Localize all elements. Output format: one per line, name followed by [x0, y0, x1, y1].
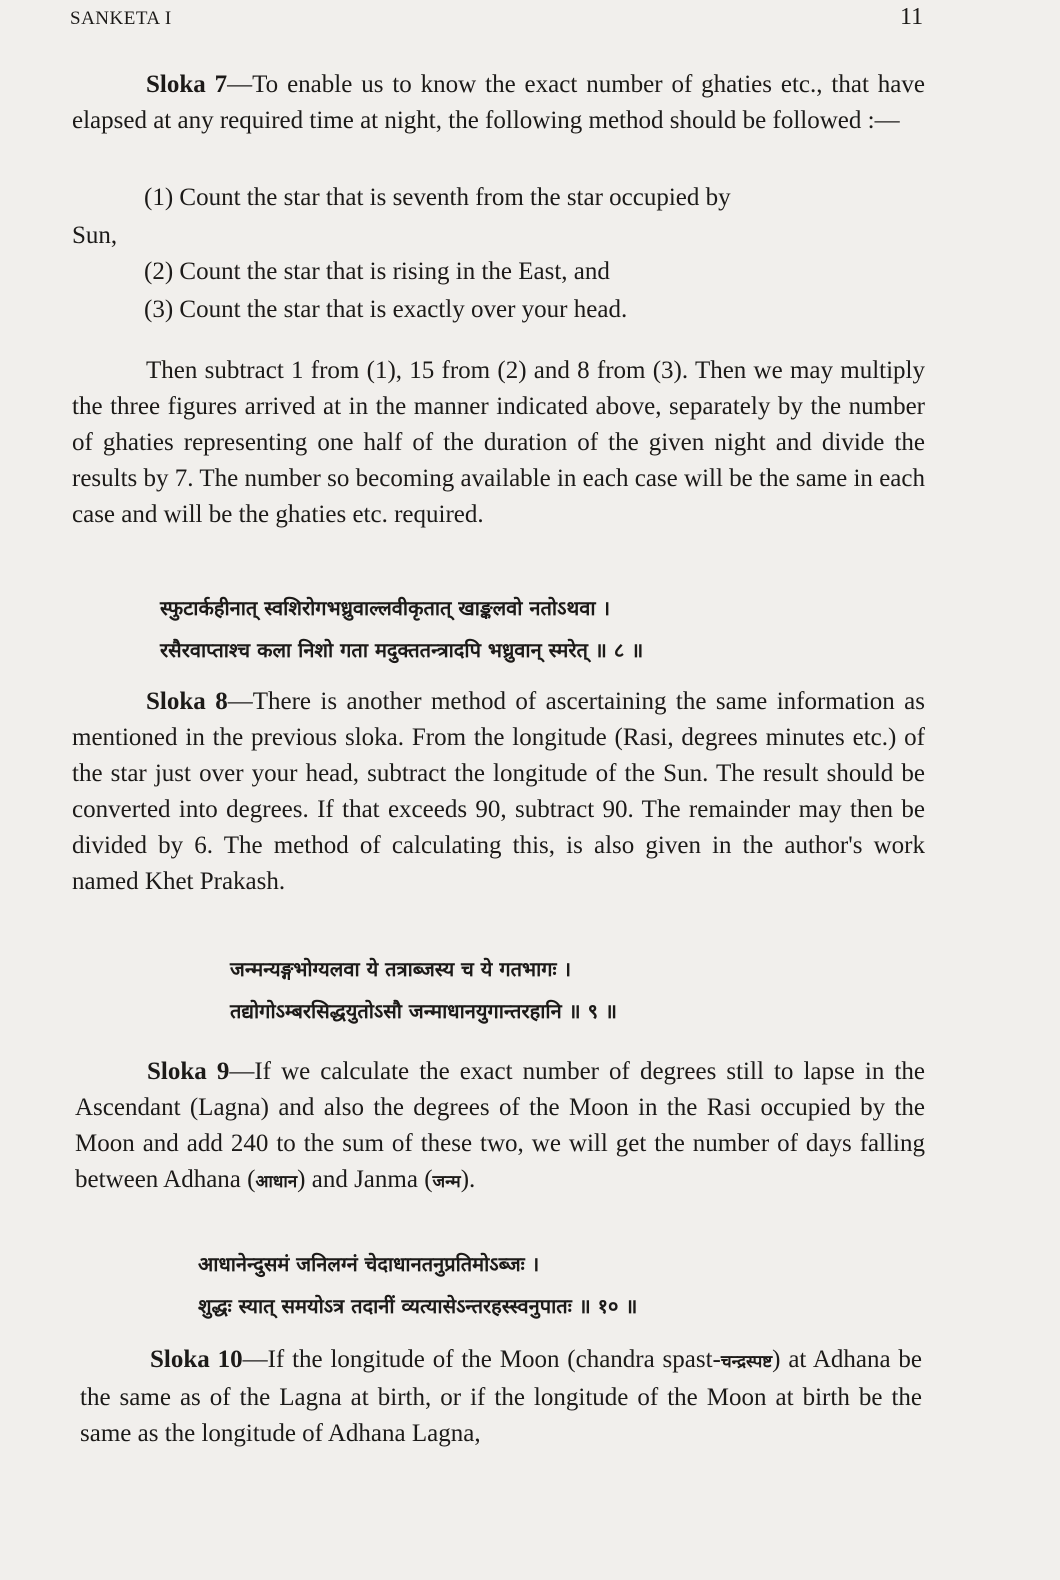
- sloka-9-verse-line-1: जन्मन्यङ्गभोग्यलवा ये तत्राब्जस्य च ये गतभागः ।: [230, 957, 572, 981]
- sloka-9-heading: Sloka 9: [147, 1058, 230, 1085]
- list-item-2: (2) Count the star that is rising in the East, and: [144, 258, 610, 285]
- list-item-1: (1) Count the star that is seventh from the star occupied by: [144, 184, 731, 211]
- sloka-9-devanagari-adhana: आधान: [255, 1172, 298, 1192]
- sloka-7-paragraph: [72, 67, 925, 139]
- sloka-10-verse-line-1: आधानेन्दुसमं जनिलग्नं चेदाधानतनुप्रतिमोऽब्जः ।: [198, 1252, 540, 1276]
- sloka-8-text: —There is another method of ascertaining the same information as mentioned in the previous sloka. From the longitude (Rasi, degrees minutes etc.) of the star just over your head, subtract the longitude of the Sun. The result should be converted into degrees. If that exceeds 90, subtract 90. The remainder may then be divided by 6. The method of calculating this, is also given in the author's work named Khet Prakash.: [72, 688, 925, 895]
- list-item-1-continued: Sun,: [72, 222, 118, 249]
- running-title: SANKETA I: [70, 8, 172, 29]
- sloka-9-text-c: ).: [460, 1166, 476, 1193]
- sloka-7-heading: Sloka 7: [146, 71, 228, 98]
- sloka-9-paragraph: [75, 1054, 925, 1200]
- sloka-10-heading: Sloka 10: [150, 1346, 243, 1373]
- sloka-8-heading: Sloka 8: [146, 688, 228, 715]
- sloka-9-devanagari-janma: जन्म: [432, 1172, 461, 1192]
- sloka-9-verse-line-2: तद्योगोऽम्बरसिद्धयुतोऽसौ जन्माधानयुगान्तरहानि ॥ ९ ॥: [230, 999, 617, 1023]
- sloka-10-text-a: —If the longitude of the Moon (chandra spast-: [242, 1346, 721, 1373]
- sloka-9-text-b: ) and Janma (: [297, 1166, 433, 1193]
- sloka-7-explanation: Then subtract 1 from (1), 15 from (2) and 8 from (3). Then we may multiply the three figures arrived at in the manner indicated above, separately by the number of ghaties representing one half of the duration of the given night and divide the results by 7. The number so becoming available in each case will be the same in each case and will be the ghaties etc. required.: [72, 357, 925, 528]
- list-item-3: (3) Count the star that is exactly over your head.: [144, 296, 628, 323]
- sloka-10-devanagari-chandra-spasta: चन्द्रस्पष्ट: [720, 1352, 773, 1372]
- sloka-8-verse-line-2: रसैरवाप्ताश्च कला निशो गता मदुक्ततन्त्रादपि भध्रुवान् स्मरेत् ॥ ८ ॥: [160, 638, 644, 662]
- sloka-7-text: —To enable us to know the exact number of ghaties etc., that have elapsed at any required time at night, the following method should be followed :—: [72, 71, 925, 134]
- sloka-8-verse-line-1: स्फुटार्कहीनात् स्वशिरोगभध्रुवाल्लवीकृतात् खाङ्कलवो नतोऽथवा ।: [160, 596, 611, 620]
- sloka-8-paragraph: [72, 684, 925, 900]
- sloka-10-text-b: ) at Adhana be the same as of the Lagna at birth, or if the longitude of the Moon at birth be the same as the longitude of Adhana Lagna,: [80, 1346, 922, 1447]
- sloka-10-verse-line-2: शुद्धः स्यात् समयोऽत्र तदानीं व्यत्यासेऽन्तरहस्स्वनुपातः ॥ १० ॥: [198, 1294, 638, 1318]
- sloka-9-text-a: —If we calculate the exact number of degrees still to lapse in the Ascendant (Lagna) and also the degrees of the Moon in the Rasi occupied by the Moon and add 240 to the sum of these two, we will get the number of days falling between Adhana (: [75, 1058, 925, 1193]
- sloka-10-paragraph: [80, 1342, 922, 1452]
- page-number: 11: [900, 4, 924, 30]
